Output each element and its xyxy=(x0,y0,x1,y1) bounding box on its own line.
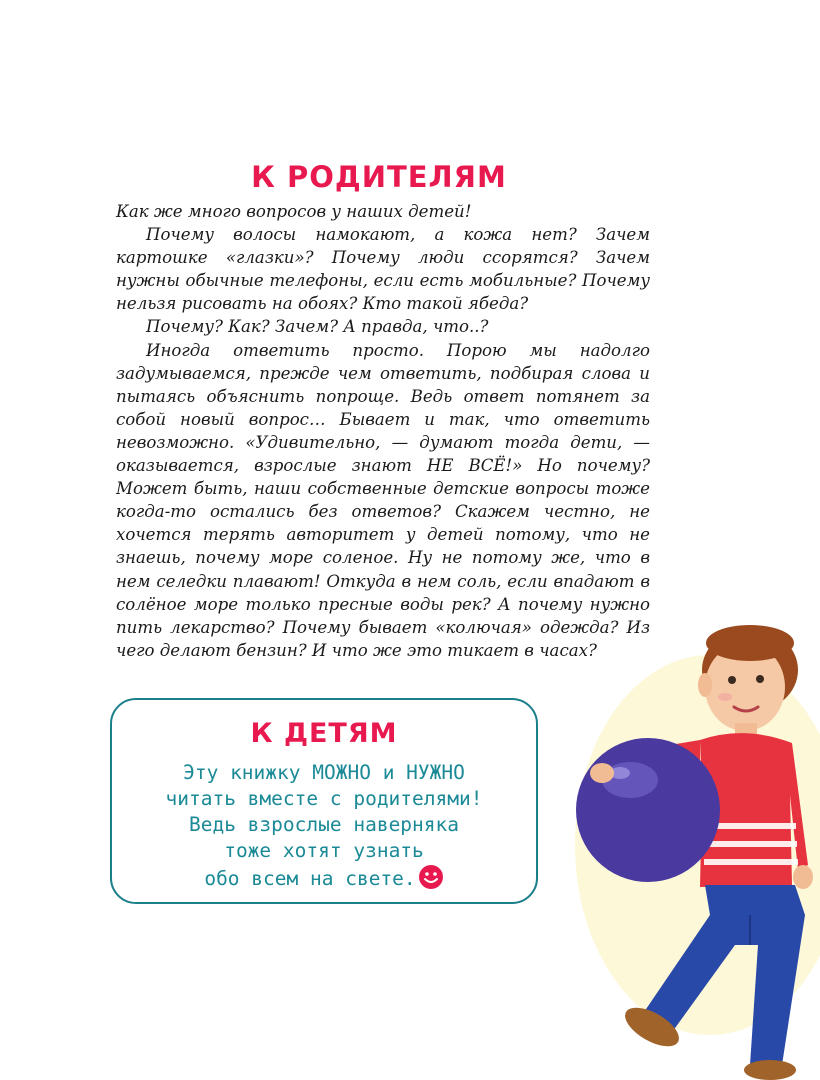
kids-message-box xyxy=(110,698,538,904)
paragraph: Как же много вопросов у наших детей! xyxy=(116,202,472,221)
kids-line: читать вместе с родителями! xyxy=(165,787,483,810)
kids-text xyxy=(112,760,536,892)
parents-heading: К РОДИТЕЛЯМ xyxy=(251,160,507,194)
paragraph: Иногда ответить просто. Порою мы надолго задумываемся, прежде чем ответить, подбирая слова и пытаясь объяснить попроще. Ведь ответ потянет за собой новый вопрос… Бывает и так, что ответить невозможно. «Удивительно, — думают тогда дети, — оказывается, взрослые знают НЕ ВСЁ!» Но почему? Может быть, наши собственные детские вопросы тоже когда-то остались без ответов? Скажем честно, не хочется терять авторитет у детей потому, что не знаешь, почему море соленое. Ну не потому же, что в нем селедки плавают! Откуда в нем соль, если впадают в солёное море только пресные воды рек? А почему нужно пить лекарство? Почему бывает «колючая» одежда? Из чего делают бензин? И что же это тикает в часах? xyxy=(116,340,650,660)
paragraph: Почему? Как? Зачем? А правда, что..? xyxy=(146,317,489,337)
paragraph: Почему волосы намокают, а кожа нет? Зачем картошке «глазки»? Почему люди ссорятся? Зачем нужны обычные телефоны, если есть мобильные? Почему нельзя рисовать на обоях? Кто такой ябеда? xyxy=(116,225,650,314)
kids-line: обо всем на свете. xyxy=(204,867,416,890)
boy-with-ball-illustration xyxy=(560,615,820,1080)
parents-text xyxy=(116,200,650,662)
kids-line: Эту книжку МОЖНО и НУЖНО xyxy=(183,761,465,784)
kids-line: тоже хотят узнать xyxy=(224,839,424,862)
kids-heading: К ДЕТЯМ xyxy=(250,718,398,749)
kids-line-last xyxy=(112,864,536,892)
kids-line: Ведь взрослые наверняка xyxy=(188,813,460,836)
smiley-face-icon xyxy=(418,864,444,890)
